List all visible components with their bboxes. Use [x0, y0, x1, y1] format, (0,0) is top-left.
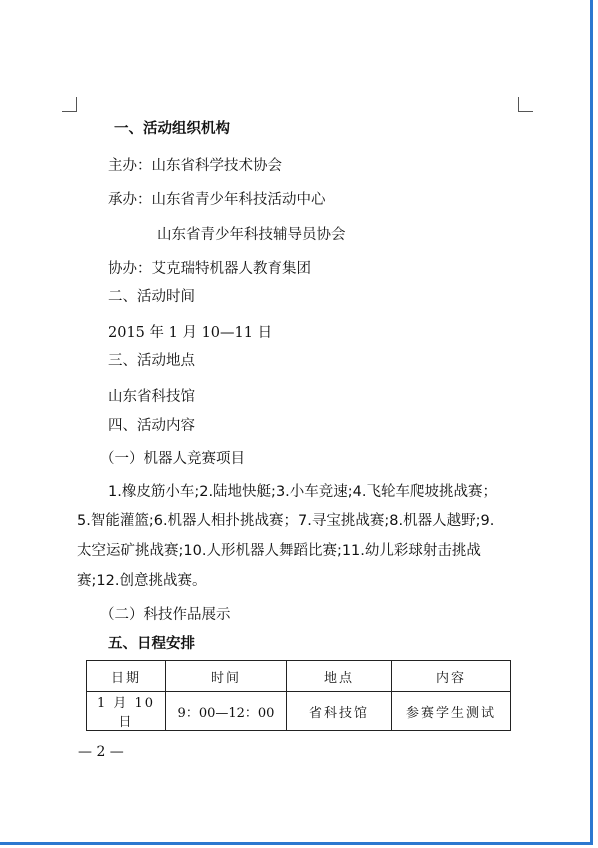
- crop-mark-top-right: [518, 97, 533, 112]
- subsection-works-exhibition: （二）科技作品展示: [100, 607, 231, 623]
- page-number: — 2 —: [78, 744, 124, 760]
- table-header-cell: 日期: [87, 661, 166, 692]
- table-header-cell: 内容: [392, 661, 511, 692]
- subsection-robot-contests: （一）机器人竞赛项目: [100, 451, 245, 467]
- section-heading-organization: 一、活动组织机构: [114, 121, 230, 137]
- schedule-table: [86, 660, 511, 731]
- table-cell: 省科技馆: [287, 692, 392, 731]
- section-heading-schedule: 五、日程安排: [108, 636, 195, 652]
- organizer-undertaker-2: 山东省青少年科技辅导员协会: [157, 227, 346, 243]
- table-cell: 9：00—12：00: [166, 692, 287, 731]
- contest-items-line-3: 太空运矿挑战赛;10.人形机器人舞蹈比赛;11.幼儿彩球射击挑战: [77, 543, 481, 559]
- section-heading-place: 三、活动地点: [108, 353, 195, 369]
- contest-items-line-4: 赛;12.创意挑战赛。: [77, 573, 207, 589]
- organizer-host: 主办：山东省科学技术协会: [108, 158, 282, 174]
- table-cell: 参赛学生测试: [392, 692, 511, 731]
- event-place: 山东省科技馆: [108, 389, 195, 405]
- section-heading-content: 四、活动内容: [108, 418, 195, 434]
- organizer-undertaker-1: 承办：山东省青少年科技活动中心: [108, 192, 326, 208]
- contest-items-line-2: 5.智能灌篮;6.机器人相扑挑战赛；7.寻宝挑战赛;8.机器人越野;9.: [77, 513, 495, 529]
- table-header-row: [87, 661, 511, 692]
- contest-items-line-1: 1.橡皮筋小车;2.陆地快艇;3.小车竞速;4.飞轮车爬坡挑战赛；: [108, 484, 497, 500]
- table-cell: 1 月 10 日: [87, 692, 166, 731]
- crop-mark-top-left: [62, 97, 77, 112]
- event-date: 2015 年 1 月 10—11 日: [108, 325, 273, 341]
- table-header-cell: 地点: [287, 661, 392, 692]
- table-row: [87, 692, 511, 731]
- table-header-cell: 时间: [166, 661, 287, 692]
- organizer-co-host: 协办：艾克瑞特机器人教育集团: [108, 261, 311, 277]
- section-heading-time: 二、活动时间: [108, 289, 195, 305]
